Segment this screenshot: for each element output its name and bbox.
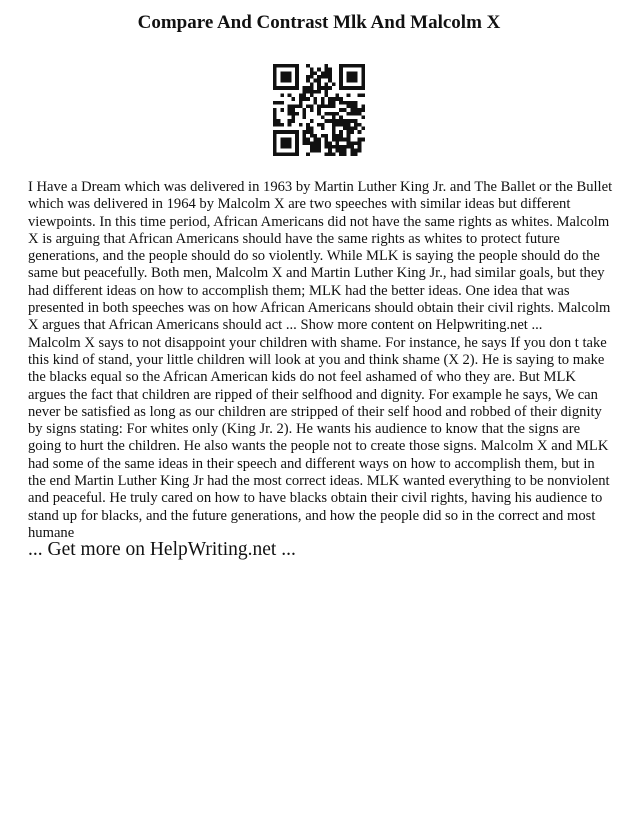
document-title: Compare And Contrast Mlk And Malcolm X: [137, 12, 501, 33]
qr-code-icon: [273, 64, 365, 156]
document-body: [28, 179, 614, 542]
paragraph-1: I Have a Dream which was delivered in 1963 by Martin Luther King Jr. and The Ballet or the Bullet which was delivered in 1964 by Malcolm X are two speeches with similar ideas but different viewpoints. In this time period, African Americans did not have the same rights as whites. Malcolm X is arguing that African Americans should have the same rights as whites to protect future generations, and the people should do so violently. While MLK is saying the people should do the same but peacefully. Both men, Malcolm X and Martin Luther King Jr., had similar goals, but they had different ideas on how to accomplish them; MLK had the better ideas. One idea that was presented in both speeches was on how African Americans should obtain their civil rights. Malcolm X argues that African Americans should act ... Show more content on Helpwriting.net ...: [28, 179, 613, 334]
paragraph-2: Malcolm X says to not disappoint your children with shame. For instance, he says If you don t take this kind of stand, your little children will look at you and think shame (X 2). He is saying to make the blacks equal so the African American kids do not feel ashamed of who they are. But MLK argues the fact that children are ripped of their selfhood and dignity. For example he says, We can never be satisfied as long as our children are stripped of their self hood and robbed of their dignity by signs stating: For whites only (King Jr. 2). He wants his audience to know that the signs are going to hurt the children. He also wants the people not to create those signs. Malcolm X and MLK had some of the same ideas in their speech and different ways on how to accomplish them, but in the end Martin Luther King Jr had the most correct ideas. MLK wanted everything to be nonviolent and peaceful. He truly cared on how to have blacks obtain their civil rights, having his audience to stand up for blacks, and the future generations, and how the people did so in the correct and most humane: [28, 334, 610, 541]
get-more-link[interactable]: ... Get more on HelpWriting.net ...: [28, 539, 296, 560]
